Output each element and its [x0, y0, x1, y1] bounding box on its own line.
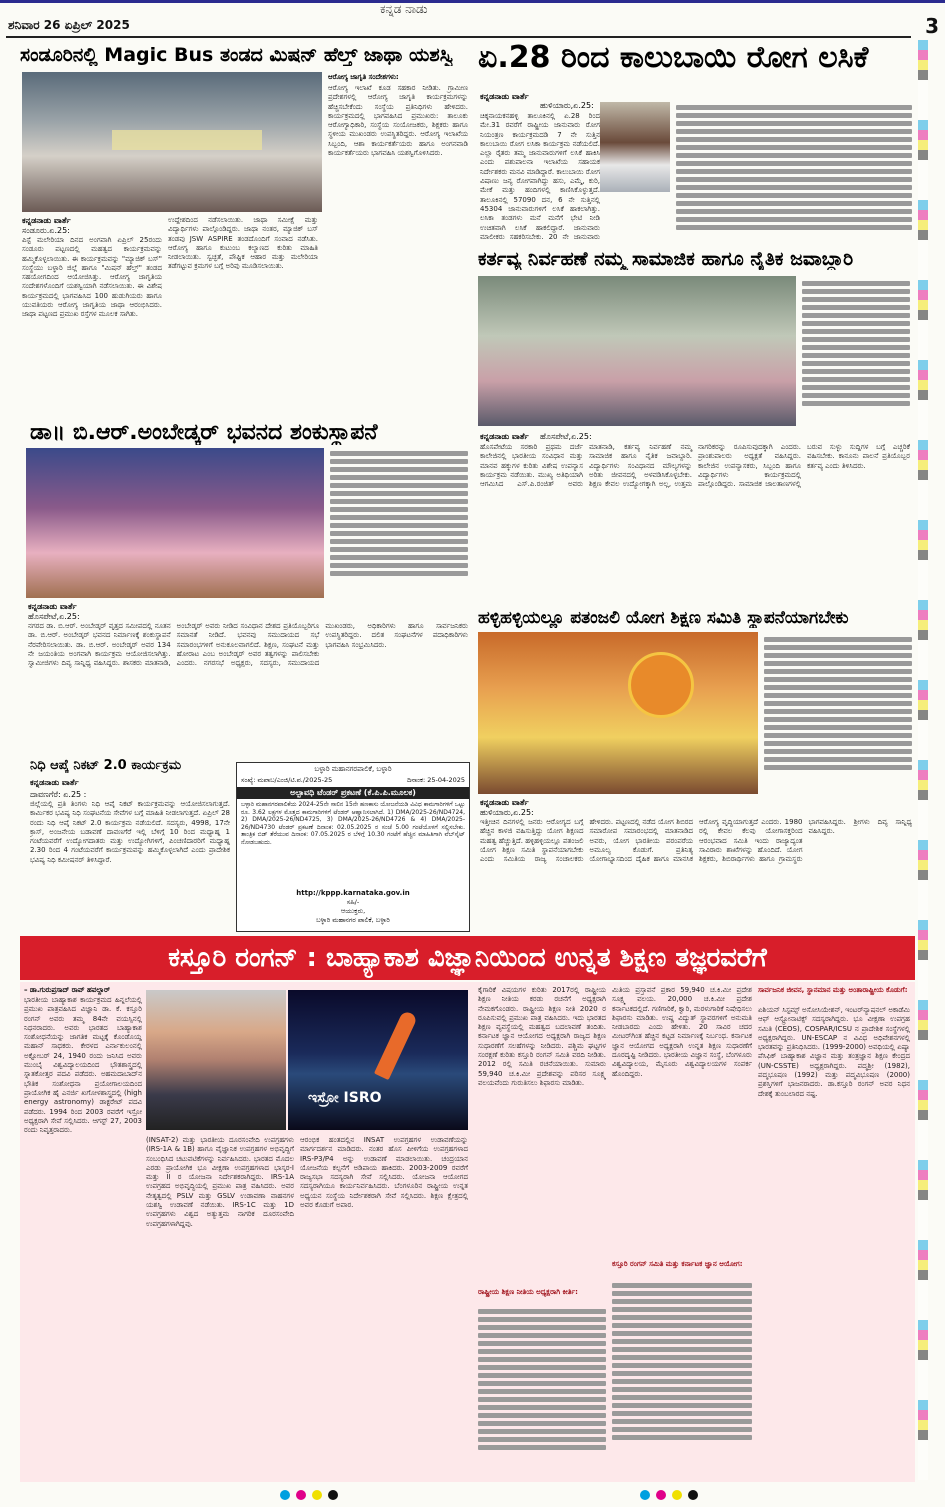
- story5-headline: ನಿಧಿ ಆಪ್ಕೆ ನಿಕಟ್ 2.0 ಕಾರ್ಯಕ್ರಮ: [30, 758, 182, 773]
- yoga-emblem: [628, 652, 694, 718]
- black-mark: [328, 1490, 338, 1500]
- story4-byline: ಕನ್ನಡನಾಡು ವಾರ್ತೆ: [28, 602, 77, 611]
- story7-col2: (INSAT-2) ಮತ್ತು ಭಾರತೀಯ ದೂರಸಂವೇದಿ ಉಪಗ್ರಹಗಳು (IRS-1A & 1B) ಹಾಗೂ ವೈಜ್ಞಾನಿಕ ಉಪಗ್ರಹಗಳ ಅಭಿವೃದ್ಧಿಗೆ ಸಂಬಂಧಿಸಿದ ಚಟುವಟಿಕೆಗಳನ್ನು ನಿರ್ವಹಿಸಿದರು. ಭಾರತದ ಮೊದಲ ಎರಡು ಪ್ರಾಯೋಗಿಕ ಭೂ ವೀಕ್ಷಣಾ ಉಪಗ್ರಹಗಳಾದ ಭಾಸ್ಕರ-I ಮತ್ತು II ರ ಯೋಜನಾ ನಿರ್ದೇಶಕರಾಗಿದ್ದರು. IRS-1A ಉಪಗ್ರಹದ ಅಭಿವೃದ್ಧಿಯಲ್ಲಿ ಪ್ರಮುಖ ಪಾತ್ರ ವಹಿಸಿದರು. ಅವರ ನೇತೃತ್ವದಲ್ಲಿ PSLV ಮತ್ತು GSLV ಉಡಾವಣಾ ವಾಹನಗಳ ಯಶಸ್ವಿ ಉಡಾವಣೆ ನಡೆಯಿತು. IRS-1C ಮತ್ತು 1D ಉಪಗ್ರಹಗಳು ವಿಶ್ವದ ಅತ್ಯುತ್ತಮ ನಾಗರಿಕ ದೂರಸಂವೇದಿ ಉಪಗ್ರಹಗಳಾಗಿದ್ದವು.: [146, 1136, 294, 1228]
- color-registration-marks-right: [640, 1490, 698, 1500]
- story7-col4-cont: [478, 1306, 606, 1476]
- story7-col4: ಕೈಗಾರಿಕೆ ವಿಷಯಗಳ ಕುರಿತು 2017ರಲ್ಲಿ ರಾಷ್ಟ್ರೀಯ ಶಿಕ್ಷಣ ನೀತಿಯ ಕರಡು ರಚನೆಗೆ ಅಧ್ಯಕ್ಷರಾಗಿ ನೇಮಕಗೊಂಡರು. ರಾಷ್ಟ್ರೀಯ ಶಿಕ್ಷಣ ನೀತಿ 2020 ರ ರೂಪಿಸುವಲ್ಲಿ ಪ್ರಮುಖ ಪಾತ್ರ ವಹಿಸಿದರು. ಇದು ಭಾರತದ ಶಿಕ್ಷಣ ವ್ಯವಸ್ಥೆಯಲ್ಲಿ ಮಹತ್ವದ ಬದಲಾವಣೆ ತಂದಿತು. ಕರ್ನಾಟಕ ಜ್ಞಾನ ಆಯೋಗದ ಅಧ್ಯಕ್ಷರಾಗಿ ರಾಜ್ಯದ ಶಿಕ್ಷಣ ಸುಧಾರಣೆಗೆ ಸಲಹೆಗಳನ್ನು ನೀಡಿದರು. ಪಶ್ಚಿಮ ಘಟ್ಟಗಳ ಸಂರಕ್ಷಣೆ ಕುರಿತು ಕಸ್ತೂರಿ ರಂಗನ್ ಸಮಿತಿ ವರದಿ ನೀಡಿತು. 2012 ರಲ್ಲಿ ಸಮಿತಿ ರಚನೆಯಾಯಿತು. ಸುಮಾರು 59,940 ಚ.ಕಿ.ಮೀ ಪ್ರದೇಶವನ್ನು ಪರಿಸರ ಸೂಕ್ಷ್ಮ ವಲಯವೆಂದು ಗುರುತಿಸಲು ಶಿಫಾರಸು ಮಾಡಿತು.: [478, 986, 606, 1087]
- kasturirangan-portrait: [146, 990, 286, 1130]
- issue-date: ಶನಿವಾರ 26 ಏಪ್ರಿಲ್ 2025: [8, 18, 130, 32]
- story1-byline: ಕನ್ನಡನಾಡು ವಾರ್ತೆ: [22, 216, 71, 225]
- story6-dateline: ಹುಳಿಯಾರು,ಏ.25:: [480, 808, 534, 817]
- story7-col3: ಆರಂಭಿಕ ಹಂತದಲ್ಲಿನ INSAT ಉಪಗ್ರಹಗಳ ಉಡಾವಣೆಯನ್ನು ಮಾರ್ಗದರ್ಶನ ಮಾಡಿದರು. ನಂತರ ಹೊಸ ಪೀಳಿಗೆಯ ಉಪಗ್ರಹಗಳಾದ IRS-P3/P4 ಅನ್ನು ಉಡಾವಣೆ ಮಾಡಲಾಯಿತು. ಚಂದ್ರಯಾನ ಯೋಜನೆಯ ಕಲ್ಪನೆಗೆ ಅಡಿಪಾಯ ಹಾಕಿದರು. 2003-2009 ರವರೆಗೆ ರಾಜ್ಯಸಭಾ ಸದಸ್ಯರಾಗಿ ಸೇವೆ ಸಲ್ಲಿಸಿದರು. ಯೋಜನಾ ಆಯೋಗದ ಸದಸ್ಯರಾಗಿಯೂ ಕಾರ್ಯನಿರ್ವಹಿಸಿದರು. ಬೆಂಗಳೂರಿನ ರಾಷ್ಟ್ರೀಯ ಉನ್ನತ ಅಧ್ಯಯನ ಸಂಸ್ಥೆಯ ನಿರ್ದೇಶಕರಾಗಿ ಸೇವೆ ಸಲ್ಲಿಸಿದರು. ಶಿಕ್ಷಣ ಕ್ಷೇತ್ರದಲ್ಲಿ ಅವರ ಕೊಡುಗೆ ಅಪಾರ.: [300, 1136, 468, 1210]
- story6-text: ಇತ್ತೀಚಿನ ದಿನಗಳಲ್ಲಿ ಜನರು ಆರೋಗ್ಯದ ಬಗ್ಗೆ ಹೆಚ್ಚಿನ ಕಾಳಜಿ ವಹಿಸುತ್ತಿದ್ದು ಯೋಗ ಶಿಕ್ಷಣದ ಮಹತ್ವ ಹೆಚ್ಚುತ್ತಿದೆ. ಹಳ್ಳಿಹಳ್ಳಿಯಲ್ಲೂ ಪತಂಜಲಿ ಯೋಗ ಶಿಕ್ಷಣ ಸಮಿತಿ ಸ್ಥಾಪನೆಯಾಗಬೇಕು ಎಂದು ಸಮಿತಿಯ ರಾಜ್ಯ ಸಂಚಾಲಕರು ಹೇಳಿದರು. ಪಟ್ಟಣದಲ್ಲಿ ನಡೆದ ಯೋಗ ಶಿಬಿರದ ಸಮಾರೋಪ ಸಮಾರಂಭದಲ್ಲಿ ಮಾತನಾಡಿದ ಅವರು, ಯೋಗ ಭಾರತೀಯ ಪರಂಪರೆಯ ಅಮೂಲ್ಯ ಕೊಡುಗೆ. ಪ್ರತಿನಿತ್ಯ ಯೋಗಾಭ್ಯಾಸದಿಂದ ದೈಹಿಕ ಹಾಗೂ ಮಾನಸಿಕ ಆರೋಗ್ಯ ವೃದ್ಧಿಯಾಗುತ್ತದೆ ಎಂದರು. 1980 ರಲ್ಲಿ ಕೇವಲ ಕೆಲವು ಯೋಗಾಸಕ್ತರಿಂದ ಆರಂಭವಾದ ಸಮಿತಿ ಇಂದು ರಾಜ್ಯಾದ್ಯಂತ ಸಾವಿರಾರು ಶಾಖೆಗಳನ್ನು ಹೊಂದಿದೆ. ಯೋಗ ಶಿಕ್ಷಕರು, ಶಿಬಿರಾರ್ಥಿಗಳು ಹಾಗೂ ಗ್ರಾಮಸ್ಥರು ಭಾಗವಹಿಸಿದ್ದರು. ಶ್ರೀಗಳು ದಿವ್ಯ ಸಾನ್ನಿಧ್ಯ ವಹಿಸಿದ್ದರು.: [480, 818, 912, 864]
- magenta-mark-right: [656, 1490, 666, 1500]
- story3-dateline: ಹೊಸಪೇಟೆ,ಏ.25:: [540, 432, 592, 441]
- story5-dateline: ದಾವಣಗೆರೆ: ಏ.25 :: [30, 790, 87, 799]
- color-registration-marks: [280, 1490, 338, 1500]
- tender-ref-date: ದಿನಾಂಕ: 25-04-2025: [407, 776, 465, 784]
- isro-logo-text: ಇಸ್ರೋ ISRO: [308, 1090, 382, 1106]
- tender-ref-row: [237, 774, 469, 787]
- story1-text-a: ಪಿಸ್ಟೆ ಮಲೇರಿಯಾ ದಿನದ ಅಂಗವಾಗಿ ಏಪ್ರಿಲ್ 25ರಂದು ಸಂಡೂರು ಪಟ್ಟಣದಲ್ಲಿ ಮಹತ್ವದ ಕಾರ್ಯಕ್ರಮವನ್ನು ಹಮ್ಮಿಕೊಳ್ಳಲಾಯಿತು. ಈ ಕಾರ್ಯಕ್ರಮವನ್ನು "ಮ್ಯಾಜಿಕ್ ಬಸ್" ಸಂಸ್ಥೆಯು ಬಳ್ಳಾರಿ ಜಿಲ್ಲೆ ಹಾಗೂ "ಮಿಷನ್ ಹೆಲ್ತ್" ತಂಡದ ಸಹಯೋಗದಿಂದ ಆಯೋಜಿಸಿತ್ತು. ಆರೋಗ್ಯ ಜಾಗೃತಿಯ ಸಂದೇಶಗಳೊಂದಿಗೆ ಯಶಸ್ವಿಯಾಗಿ ನಡೆಸಲಾಯಿತು. ಈ ವಿಶೇಷ ಕಾರ್ಯಕ್ರಮದಲ್ಲಿ ಭಾಗವಹಿಸಿದ 100 ಹುಡುಗಿಯರು ಹಾಗೂ ಯುವತಿಯರು ಆರೋಗ್ಯ ಜಾಗೃತಿಯ ಜಾಥಾ ಆರಂಭಿಸಿದರು. ಜಾಥಾ ಪಟ್ಟಣದ ಪ್ರಮುಖ ರಸ್ತೆಗಳ ಮೂಲಕ ಸಾಗಿತು.: [22, 236, 162, 319]
- black-mark-right: [688, 1490, 698, 1500]
- story1-photo: [22, 72, 322, 212]
- story7-subhead-2: ರಾಷ್ಟ್ರೀಯ ಶಿಕ್ಷಣ ನೀತಿಯ ಅಧ್ಯಕ್ಷರಾಗಿ ಕೀರ್ತಿ:: [478, 1288, 578, 1296]
- story1-subhead-1: ಆರೋಗ್ಯ ಜಾಗೃತಿ ಸಂದೇಶಗಳು:: [328, 73, 399, 81]
- right-edge-strip: [918, 40, 928, 1480]
- tender-body: ಬಳ್ಳಾರಿ ಮಹಾನಗರಪಾಲಿಕೆಯ 2024-25ನೇ ಸಾಲಿನ 15ನೇ ಹಣಕಾಸು ಯೋಜನೆಯಡಿ ವಿವಿಧ ಕಾಮಗಾರಿಗಳಿಗೆ ಒಟ್ಟು ರೂ. 3.62 ಲಕ್ಷಗಳ ಮೊತ್ತದ ಕಾಮಗಾರಿಗಳಿಗೆ ಟೆಂಡರ್ ಆಹ್ವಾನಿಸಲಾಗಿದೆ. 1) DMA/2025-26/ND4724, 2) DMA/2025-26/ND4725, 3) DMA/2025-26/ND4726 & 4) DMA/2025-26/ND4730 ಟೆಂಡರ್ ಪ್ರಕಟಣೆ ದಿನಾಂಕ: 02.05.2025 ರ ಸಂಜೆ 5.00 ಗಂಟೆಯೊಳಗೆ ಸಲ್ಲಿಸಬೇಕು. ತಾಂತ್ರಿಕ ಬಿಡ್ ತೆರೆಯುವ ದಿನಾಂಕ: 07.05.2025 ರ ಬೆಳಿಗ್ಗೆ 10.30 ಗಂಟೆಗೆ ಹೆಚ್ಚಿನ ಮಾಹಿತಿಗಾಗಿ ವೆಬ್‌ಸೈಟ್ ನೋಡಬಹುದು.: [241, 801, 465, 846]
- story7-subhead-1: ಸಾರ್ವಜನಿಕ ಜೀವನ, ಸ್ಥಾನಮಾನ ಮತ್ತು ಅಂತಾರಾಷ್ಟ್ರೀಯ ಕೊಡುಗೆ:: [758, 986, 908, 994]
- story7-col5-cont: [612, 1280, 752, 1476]
- story2-byline: ಕನ್ನಡನಾಡು ವಾರ್ತೆ: [480, 92, 529, 101]
- story7-col5: ಮಿತಿಯ ಪ್ರಸ್ತಾವನೆ ಪ್ರಕಾರ 59,940 ಚ.ಕಿ.ಮೀ ಪ್ರದೇಶ ಸೂಕ್ಷ್ಮ ವಲಯ. 20,000 ಚ.ಕಿ.ಮೀ ಪ್ರದೇಶ ಕರ್ನಾಟಕದಲ್ಲಿದೆ. ಗಣಿಗಾರಿಕೆ, ಕ್ವಾರಿ, ಮರಳುಗಾರಿಕೆ ನಿಷೇಧಿಸಲು ಶಿಫಾರಸು ಮಾಡಿತು. ಉಷ್ಣ ವಿದ್ಯುತ್ ಸ್ಥಾವರಗಳಿಗೆ ಅನುಮತಿ ನೀಡಬಾರದು ಎಂದು ಹೇಳಿತು. 20 ಸಾವಿರ ಚದರ ಮೀಟರ್‌ಗಿಂತ ಹೆಚ್ಚಿನ ಕಟ್ಟಡ ನಿರ್ಮಾಣಕ್ಕೆ ನಿರ್ಬಂಧ. ಕರ್ನಾಟಕ ಜ್ಞಾನ ಆಯೋಗದ ಅಧ್ಯಕ್ಷರಾಗಿ ಉನ್ನತ ಶಿಕ್ಷಣ ಸುಧಾರಣೆಗೆ ದೂರದೃಷ್ಟಿ ನೀಡಿದರು. ಭಾರತೀಯ ವಿಜ್ಞಾನ ಸಂಸ್ಥೆ, ಬೆಂಗಳೂರು ವಿಶ್ವವಿದ್ಯಾಲಯ, ಮೈಸೂರು ವಿಶ್ವವಿದ್ಯಾಲಯಗಳ ಸಂಪರ್ಕ ಹೊಂದಿದ್ದರು.: [612, 986, 752, 1078]
- story2-dateline: ಹುಳಿಯಾರು,ಏ.25:: [540, 101, 594, 110]
- story4-text: ನಗರದ ಡಾ. ಬಿ.ಆರ್. ಅಂಬೇಡ್ಕರ್ ವೃತ್ತದ ಸಮೀಪದಲ್ಲಿ ನೂತನ ಡಾ. ಬಿ.ಆರ್. ಅಂಬೇಡ್ಕರ್ ಭವನದ ನಿರ್ಮಾಣಕ್ಕೆ ಶಂಕುಸ್ಥಾಪನೆ ನೆರವೇರಿಸಲಾಯಿತು. ಡಾ. ಬಿ.ಆರ್. ಅಂಬೇಡ್ಕರ್ ಅವರ 134 ನೇ ಜಯಂತಿಯ ಅಂಗವಾಗಿ ಕಾರ್ಯಕ್ರಮ ಆಯೋಜಿಸಲಾಗಿತ್ತು. ಸ್ವಾಮೀಜಿಗಳು ದಿವ್ಯ ಸಾನ್ನಿಧ್ಯ ವಹಿಸಿದ್ದರು. ಶಾಸಕರು ಮಾತನಾಡಿ, ಅಂಬೇಡ್ಕರ್ ಅವರು ನೀಡಿದ ಸಂವಿಧಾನ ದೇಶದ ಪ್ರತಿಯೊಬ್ಬರಿಗೂ ಸಮಾನತೆ ನೀಡಿದೆ. ಭವನವು ಸಮುದಾಯದ ಸಭೆ ಸಮಾರಂಭಗಳಿಗೆ ಅನುಕೂಲವಾಗಲಿದೆ. ಶಿಕ್ಷಣ, ಸಂಘಟನೆ ಮತ್ತು ಹೋರಾಟ ಎಂಬ ಅಂಬೇಡ್ಕರ್ ಅವರ ತತ್ವಗಳನ್ನು ಪಾಲಿಸಬೇಕು ಎಂದರು. ನಗರಸಭೆ ಅಧ್ಯಕ್ಷರು, ಸದಸ್ಯರು, ಸಮುದಾಯದ ಮುಖಂಡರು, ಅಧಿಕಾರಿಗಳು ಹಾಗೂ ಸಾರ್ವಜನಿಕರು ಉಪಸ್ಥಿತರಿದ್ದರು. ದಲಿತ ಸಂಘಟನೆಗಳ ಪದಾಧಿಕಾರಿಗಳು ಭಾಗವಹಿಸಿ ಸಂಭ್ರಮಿಸಿದರು.: [28, 622, 468, 668]
- yellow-mark: [312, 1490, 322, 1500]
- story3-text: ಹೊಸಪೇಟೆಯ ಸರಕಾರಿ ಪ್ರಥಮ ದರ್ಜೆ ಕಾಲೇಜಿನಲ್ಲಿ ಭಾರತೀಯ ಸಂವಿಧಾನ ಮತ್ತು ಮಾನವ ಹಕ್ಕುಗಳ ಕುರಿತು ವಿಶೇಷ ಉಪನ್ಯಾಸ ಕಾರ್ಯಕ್ರಮ ನಡೆಯಿತು. ಮುಖ್ಯ ಅತಿಥಿಯಾಗಿ ಆಗಮಿಸಿದ ಎಸ್.ಪಿ.ರಂಜಿತ್ ಅವರು ಮಾತನಾಡಿ, ಕರ್ತವ್ಯ ನಿರ್ವಹಣೆ ನಮ್ಮ ಸಾಮಾಜಿಕ ಹಾಗೂ ನೈತಿಕ ಜವಾಬ್ದಾರಿ. ವಿದ್ಯಾರ್ಥಿಗಳು ಸಂವಿಧಾನದ ಮೌಲ್ಯಗಳನ್ನು ಅರಿತು ಜೀವನದಲ್ಲಿ ಅಳವಡಿಸಿಕೊಳ್ಳಬೇಕು. ಶಿಕ್ಷಣ ಕೇವಲ ಉದ್ಯೋಗಕ್ಕಾಗಿ ಅಲ್ಲ, ಉತ್ತಮ ನಾಗರಿಕರನ್ನು ರೂಪಿಸುವುದಕ್ಕಾಗಿ ಎಂದರು. ಪ್ರಾಂಶುಪಾಲರು ಅಧ್ಯಕ್ಷತೆ ವಹಿಸಿದ್ದರು. ಕಾಲೇಜಿನ ಉಪನ್ಯಾಸಕರು, ಸಿಬ್ಬಂದಿ ಹಾಗೂ ವಿದ್ಯಾರ್ಥಿಗಳು ಕಾರ್ಯಕ್ರಮದಲ್ಲಿ ಪಾಲ್ಗೊಂಡಿದ್ದರು. ಸಾಮಾಜಿಕ ಜಾಲತಾಣಗಳಲ್ಲಿ ಬರುವ ಸುಳ್ಳು ಸುದ್ದಿಗಳ ಬಗ್ಗೆ ಎಚ್ಚರಿಕೆ ವಹಿಸಬೇಕು. ಕಾನೂನು ಪಾಲನೆ ಪ್ರತಿಯೊಬ್ಬರ ಕರ್ತವ್ಯ ಎಂದು ತಿಳಿಸಿದರು.: [480, 443, 910, 489]
- story6-headline: ಹಳ್ಳಿಹಳ್ಳಿಯಲ್ಲೂ ಪತಂಜಲಿ ಯೋಗ ಶಿಕ್ಷಣ ಸಮಿತಿ ಸ್ಥಾಪನೆಯಾಗಬೇಕು: [478, 608, 849, 628]
- tender-office: ಬಳ್ಳಾರಿ ಮಹಾನಗರಪಾಲಿಕೆ, ಬಳ್ಳಾರಿ: [314, 765, 392, 773]
- rocket-icon: [374, 1010, 418, 1080]
- story5-text: ಜಿಲ್ಲೆಯಲ್ಲಿ ಪ್ರತಿ ತಿಂಗಳು ನಿಧಿ ಆಪ್ಕೆ ನಿಕಟ್ ಕಾರ್ಯಕ್ರಮವನ್ನು ಆಯೋಜಿಸಲಾಗುತ್ತದೆ. ಕಾರ್ಮಿಕರ ಭವಿಷ್ಯ ನಿಧಿ ಸಂಘಟನೆಯ ಸೇವೆಗಳ ಬಗ್ಗೆ ಮಾಹಿತಿ ನೀಡಲಾಗುತ್ತದೆ. ಏಪ್ರಿಲ್ 28 ರಂದು ನಿಧಿ ಆಪ್ಕೆ ನಿಕಟ್ 2.0 ಕಾರ್ಯಕ್ರಮ ನಡೆಯಲಿದೆ. ಸದಸ್ಯರು, 4998, 17ನೇ ಕ್ರಾಸ್, ಅಂಜನೇಯ ಬಡಾವಣೆ ದಾವಣಗೆರೆ ಇಲ್ಲಿ ಬೆಳಿಗ್ಗೆ 10 ರಿಂದ ಮಧ್ಯಾಹ್ನ 1 ಗಂಟೆಯವರೆಗೆ ಉದ್ಯೋಗದಾತರು ಮತ್ತು ಉದ್ಯೋಗಿಗಳಿಗೆ, ಪಿಂಚಣಿದಾರರಿಗೆ ಮಧ್ಯಾಹ್ನ 2.30 ರಿಂದ 4 ಗಂಟೆಯವರೆಗೆ ಕಾರ್ಯಕ್ರಮವನ್ನು ಹಮ್ಮಿಕೊಳ್ಳಲಾಗಿದೆ ಎಂದು ಪ್ರಾದೇಶಿಕ ಭವಿಷ್ಯ ನಿಧಿ ಕಮೀಷನರ್ ತಿಳಿಸಿದ್ದಾರೆ.: [30, 800, 230, 864]
- tender-sign: ಸಹಿ/-: [346, 898, 360, 906]
- story6-photo: [478, 632, 758, 794]
- isro-rocket-image: [288, 990, 468, 1130]
- tender-notice: [236, 762, 470, 932]
- officer-portrait: [600, 102, 670, 192]
- tender-ref-no: ಸಂಖ್ಯೆ: ಮಪಾಬ/ಎಂಜಿ/ಟಿ.ಪ./2025-25: [241, 776, 333, 784]
- tender-sign-role: ಆಯುಕ್ತರು,: [340, 907, 366, 915]
- story3-side-text: [802, 278, 910, 426]
- story1-text-b: ಉದ್ದೇಶದಿಂದ ನಡೆಸಲಾಯಿತು. ಜಾಥಾ ಸಮೀಕ್ಷೆ ಮತ್ತು ವಿದ್ಯಾರ್ಥಿಗಳು ಪಾಲ್ಗೊಂಡಿದ್ದರು. ಜಾಥಾ ನಂತರ, ಮ್ಯಾಜಿಕ್ ಬಸ್ ತಂಡವು JSW ASPIRE ತಂಡದೊಂದಿಗೆ ಸಂವಾದ ನಡೆಸಿತು. ಆರೋಗ್ಯ ಹಾಗೂ ಕುಟುಂಬ ಕಲ್ಯಾಣದ ಕುರಿತು ಮಾಹಿತಿ ನೀಡಲಾಯಿತು. ಸ್ವಚ್ಛತೆ, ಪೌಷ್ಟಿಕ ಆಹಾರ ಮತ್ತು ಮಲೇರಿಯಾ ತಡೆಗಟ್ಟುವ ಕ್ರಮಗಳ ಬಗ್ಗೆ ಅರಿವು ಮೂಡಿಸಲಾಯಿತು.: [168, 216, 318, 271]
- story3-byline: ಕನ್ನಡನಾಡು ವಾರ್ತೆ: [480, 432, 529, 441]
- cyan-mark-right: [640, 1490, 650, 1500]
- tender-title: ಅಲ್ಪಾವಧಿ ಟೆಂಡರ್ ಪ್ರಕಟಣೆ (ಕೆ.ಪಿ.ಪಿ.ಮೂಲಕ): [237, 787, 469, 799]
- story7-subhead-3: ಕಸ್ತೂರಿ ರಂಗನ್ ಸಮಿತಿ ಮತ್ತು ಕರ್ನಾಟಕ ಜ್ಞಾನ ಆಯೋಗ:: [612, 1260, 743, 1268]
- story2-text: ಚಿಕ್ಕನಾಯಕನಹಳ್ಳಿ ತಾಲೂಕಿನಲ್ಲಿ ಏ.28 ರಿಂದ ಮೇ.31 ರವರೆಗೆ ರಾಷ್ಟ್ರೀಯ ಜಾನುವಾರು ರೋಗ ನಿಯಂತ್ರಣ ಕಾರ್ಯಕ್ರಮದಡಿ 7 ನೇ ಸುತ್ತಿನ ಕಾಲುಬಾಯಿ ರೋಗ ಲಸಿಕಾ ಕಾರ್ಯಕ್ರಮ ನಡೆಯಲಿದೆ. ಎಲ್ಲಾ ರೈತರು ತಮ್ಮ ಜಾನುವಾರುಗಳಿಗೆ ಲಸಿಕೆ ಹಾಕಿಸಿ ಎಂದು ಪಶುಪಾಲನಾ ಇಲಾಖೆಯ ಸಹಾಯಕ ನಿರ್ದೇಶಕರು ಮನವಿ ಮಾಡಿದ್ದಾರೆ. ಕಾಲುಬಾಯಿ ರೋಗ ವಿಷಾಣು ಜನ್ಯ ರೋಗವಾಗಿದ್ದು ಹಸು, ಎಮ್ಮೆ, ಕುರಿ, ಮೇಕೆ ಮತ್ತು ಹಂದಿಗಳಲ್ಲಿ ಕಾಣಿಸಿಕೊಳ್ಳುತ್ತದೆ. ತಾಲೂಕಿನಲ್ಲಿ 57090 ದನ, 6 ನೇ ಸುತ್ತಿನಲ್ಲಿ 45304 ಜಾನುವಾರುಗಳಿಗೆ ಲಸಿಕೆ ಹಾಕಲಾಗಿತ್ತು. ಲಸಿಕಾ ತಂಡಗಳು ಮನೆ ಮನೆಗೆ ಭೇಟಿ ನೀಡಿ ಉಚಿತವಾಗಿ ಲಸಿಕೆ ಹಾಕಲಿದ್ದಾರೆ. ಜಾನುವಾರು ಮಾಲೀಕರು ಸಹಕರಿಸಬೇಕು. 20 ನೇ ಜಾನುವಾರು: [480, 112, 600, 241]
- story4-dateline: ಹೊಸಪೇಟೆ,ಏ.25:: [28, 612, 80, 621]
- story6-byline: ಕನ್ನಡನಾಡು ವಾರ್ತೆ: [480, 798, 529, 807]
- story7-author: – ಡಾ.ಗುರುಪ್ರಸಾದ್ ರಾವ್ ಹವಲ್ದಾರ್: [24, 986, 111, 994]
- story7-col6: ಏಶಿಯನ್ ಸಿಸ್ಟಮ್ಸ್ ಅಸೋಸಿಯೇಶನ್, ಇಂಟರ್‌ನ್ಯಾಷನಲ್ ಅಕಾಡೆಮಿ ಆಫ್ ಆಸ್ಟ್ರೋನಾಟಿಕ್ಸ್ ಸದಸ್ಯರಾಗಿದ್ದರು. ಭೂ ವೀಕ್ಷಣಾ ಉಪಗ್ರಹ ಸಮಿತಿ (CEOS), COSPAR/ICSU ನ ಪ್ರಾದೇಶಿಕ ಸಂಸ್ಥೆಗಳಲ್ಲಿ ಅಧ್ಯಕ್ಷರಾಗಿದ್ದರು. UN-ESCAP ನ ವಿವಿಧ ಅಧಿವೇಶನಗಳಲ್ಲಿ ಭಾರತವನ್ನು ಪ್ರತಿನಿಧಿಸಿದರು. (1999-2000) ಅವಧಿಯಲ್ಲಿ ಏಷ್ಯಾ ಪೆಸಿಫಿಕ್ ಬಾಹ್ಯಾಕಾಶ ವಿಜ್ಞಾನ ಮತ್ತು ತಂತ್ರಜ್ಞಾನ ಶಿಕ್ಷಣ ಕೇಂದ್ರದ (UN-CSSTE) ಅಧ್ಯಕ್ಷರಾಗಿದ್ದರು. ಪದ್ಮಶ್ರೀ (1982), ಪದ್ಮಭೂಷಣ (1992) ಮತ್ತು ಪದ್ಮವಿಭೂಷಣ (2000) ಪ್ರಶಸ್ತಿಗಳಿಗೆ ಭಾಜನರಾದರು. ಡಾ.ಕಸ್ತೂರಿ ರಂಗನ್ ಅವರ ನಿಧನ ದೇಶಕ್ಕೆ ತುಂಬಲಾರದ ನಷ್ಟ.: [758, 1006, 910, 1098]
- tender-url[interactable]: http://kppp.karnataka.gov.in: [296, 889, 410, 897]
- tender-sign-office: ಬಳ್ಳಾರಿ ಮಹಾನಗರ ಪಾಲಿಕೆ, ಬಳ್ಳಾರಿ: [316, 916, 390, 924]
- story3-photo: [478, 276, 796, 426]
- story4-side-text: [330, 448, 468, 598]
- yellow-mark-right: [672, 1490, 682, 1500]
- story1-dateline: ಸಂಡೂರು.ಏ.25:: [22, 226, 70, 235]
- banner-in-photo: [112, 130, 262, 150]
- story2-text-cont: [676, 102, 912, 242]
- page-number: 3: [925, 14, 939, 38]
- story1-headline: ಸಂಡೂರಿನಲ್ಲಿ Magic Bus ತಂಡದ ಮಿಷನ್ ಹೆಲ್ತ್ ಜಾಥಾ ಯಶಸ್ವಿ: [20, 44, 454, 66]
- story4-photo: [26, 448, 324, 598]
- header-rule: [6, 36, 911, 38]
- story7-col1: ಭಾರತೀಯ ಬಾಹ್ಯಾಕಾಶ ಕಾರ್ಯಕ್ರಮದ ಹಿನ್ನಲೆಯಲ್ಲಿ ಪ್ರಮುಖ ಪಾತ್ರವಹಿಸಿದ ವಿಜ್ಞಾನಿ ಡಾ. ಕೆ. ಕಸ್ತೂರಿ ರಂಗನ್ ಅವರು ತಮ್ಮ 84ನೇ ವಯಸ್ಸಿನಲ್ಲಿ ನಿಧನರಾದರು. ಅವರು ಭಾರತದ ಬಾಹ್ಯಾಕಾಶ ಸಂಶೋಧನೆಯನ್ನು ಜಾಗತಿಕ ಮಟ್ಟಕ್ಕೆ ಕೊಂಡೊಯ್ದ ಮಹಾನ್ ಸಾಧಕರು. ಕೇರಳದ ಎರ್ನಾಕುಲಂನಲ್ಲಿ ಅಕ್ಟೋಬರ್ 24, 1940 ರಂದು ಜನಿಸಿದ ಅವರು ಮುಂಬೈ ವಿಶ್ವವಿದ್ಯಾಲಯದಿಂದ ಭೌತಶಾಸ್ತ್ರದಲ್ಲಿ ಸ್ನಾತಕೋತ್ತರ ಪದವಿ ಪಡೆದರು. ಅಹಮದಾಬಾದ್‌ನ ಭೌತಿಕ ಸಂಶೋಧನಾ ಪ್ರಯೋಗಾಲಯದಿಂದ ಪ್ರಾಯೋಗಿಕ ಹೈ ಎನರ್ಜಿ ಖಗೋಳಶಾಸ್ತ್ರದಲ್ಲಿ (high energy astronomy) ಡಾಕ್ಟರೇಟ್ ಪದವಿ ಪಡೆದರು. 1994 ರಿಂದ 2003 ರವರೆಗೆ ಇಸ್ರೋ ಅಧ್ಯಕ್ಷರಾಗಿ ಸೇವೆ ಸಲ್ಲಿಸಿದರು. ಆಗಸ್ಟ್ 27, 2003 ರಂದು ನಿವೃತ್ತರಾದರು.: [24, 996, 142, 1135]
- story5-byline: ಕನ್ನಡನಾಡು ವಾರ್ತೆ: [30, 778, 79, 787]
- story6-side-text: [764, 634, 912, 794]
- story7-banner: ಕಸ್ತೂರಿ ರಂಗನ್ : ಬಾಹ್ಯಾಕಾಶ ವಿಜ್ಞಾನಿಯಿಂದ ಉನ್ನತ ಶಿಕ್ಷಣ ತಜ್ಞರವರೆಗೆ: [20, 936, 915, 980]
- story3-headline: ಕರ್ತವ್ಯ ನಿರ್ವಹಣೆ ನಮ್ಮ ಸಾಮಾಜಿಕ ಹಾಗೂ ನೈತಿಕ ಜವಾಬ್ದಾರಿ: [478, 248, 854, 270]
- masthead: ಕನ್ನಡ ನಾಡು: [380, 2, 428, 16]
- magenta-mark: [296, 1490, 306, 1500]
- story2-headline: ಏ.28 ರಿಂದ ಕಾಲುಬಾಯಿ ರೋಗ ಲಸಿಕೆ: [478, 40, 869, 75]
- story4-headline: ಡಾ॥ ಬಿ.ಆರ್.ಅಂಬೇಡ್ಕರ್ ಭವನದ ಶಂಕುಸ್ಥಾಪನೆ: [30, 420, 378, 445]
- story1-text-c: ಆರೋಗ್ಯ ಇಲಾಖೆ ಕೂಡ ಸಹಕಾರ ನೀಡಿತು. ಗ್ರಾಮೀಣ ಪ್ರದೇಶಗಳಲ್ಲಿ ಆರೋಗ್ಯ ಜಾಗೃತಿ ಕಾರ್ಯಕ್ರಮಗಳನ್ನು ಹೆಚ್ಚಿಸಬೇಕೆಂದು ಸಂಸ್ಥೆಯ ಪ್ರತಿನಿಧಿಗಳು ಹೇಳಿದರು. ಕಾರ್ಯಕ್ರಮದಲ್ಲಿ ಭಾಗವಹಿಸಿದ ಪ್ರಮುಖರು: ತಾಲೂಕು ಆರೋಗ್ಯಾಧಿಕಾರಿ, ಸಂಸ್ಥೆಯ ಸಂಯೋಜಕರು, ಶಿಕ್ಷಕರು ಹಾಗೂ ಸ್ಥಳೀಯ ಮುಖಂಡರು ಉಪಸ್ಥಿತರಿದ್ದರು. ಆರೋಗ್ಯ ಇಲಾಖೆಯ ಸಿಬ್ಬಂದಿ, ಆಶಾ ಕಾರ್ಯಕರ್ತೆಯರು ಹಾಗೂ ಅಂಗನವಾಡಿ ಕಾರ್ಯಕರ್ತೆಯರು ಭಾಗವಹಿಸಿ ಯಶಸ್ವಿಗೊಳಿಸಿದರು.: [328, 84, 468, 158]
- cyan-mark: [280, 1490, 290, 1500]
- top-color-strip: [0, 0, 945, 3]
